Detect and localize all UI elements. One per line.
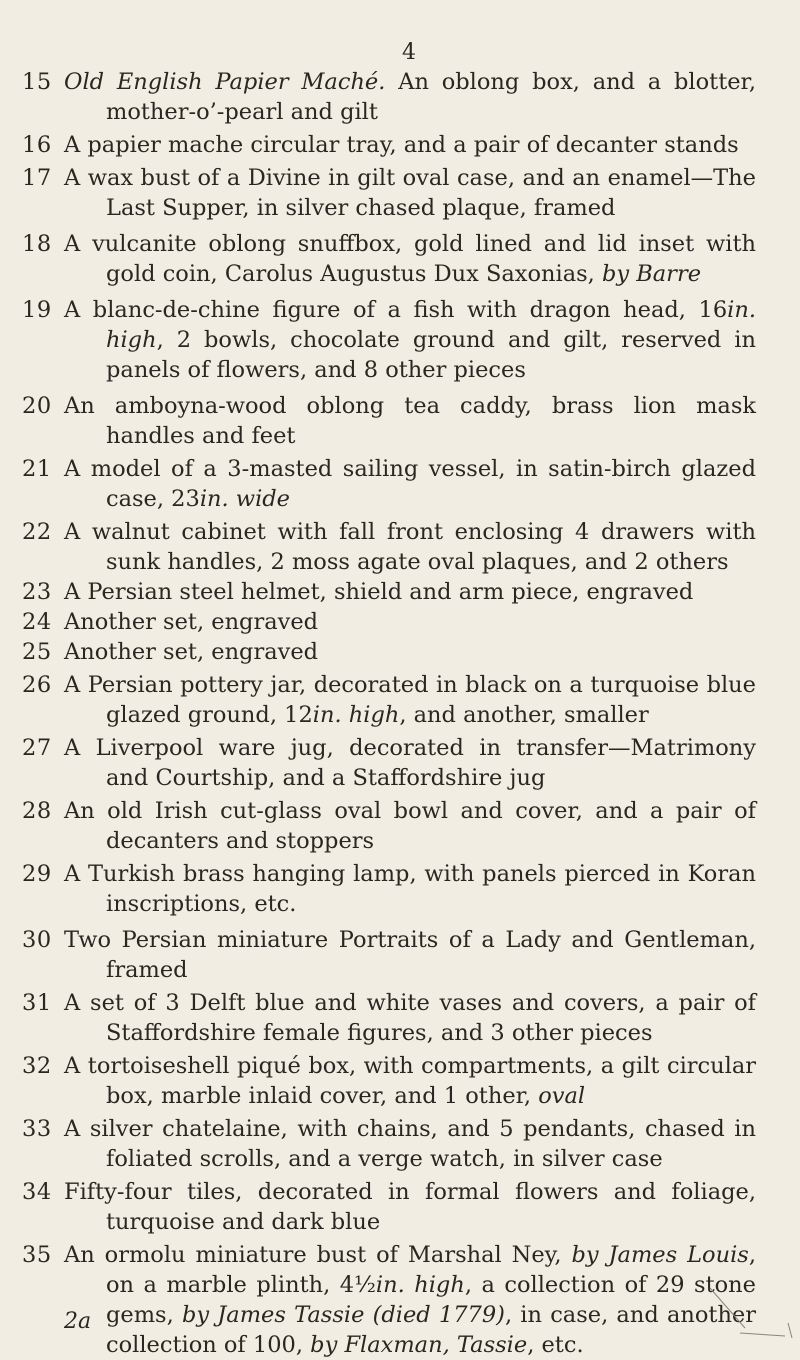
lot-list (0, 67, 800, 1360)
lot-item (0, 454, 800, 514)
lot-description-text: Two Persian miniature Portraits of a Lady and Gentleman, framed (64, 927, 756, 983)
lot-description (64, 859, 756, 919)
lot-number: 25 (22, 639, 52, 665)
lot-number: 16 (22, 132, 52, 158)
lot-item (0, 391, 800, 451)
lot-item (0, 637, 800, 667)
lot-description (64, 295, 756, 385)
lot-item (0, 229, 800, 289)
lot-number: 32 (22, 1053, 52, 1079)
lot-number: 23 (22, 579, 52, 605)
lot-description-text: A silver chatelaine, with chains, and 5 pendants, chased in foliated scrolls, and a verge watch, in silver case (64, 1116, 756, 1172)
lot-item (0, 1177, 800, 1237)
lot-description (64, 229, 756, 289)
lot-description-text: , in case, and another collection of 100, (106, 1302, 757, 1358)
lot-description-text: A Turkish brass hanging lamp, with panels pierced in Koran inscriptions, etc. (64, 861, 756, 917)
lot-number: 22 (22, 519, 52, 545)
lot-description-italic: in. high (375, 1272, 465, 1298)
lot-description-italic: in. high (312, 702, 400, 728)
lot-description-text: An amboyna-wood oblong tea caddy, brass lion mask handles and feet (64, 393, 756, 449)
lot-description-text: , and another, smaller (399, 702, 649, 728)
lot-description (64, 988, 756, 1048)
lot-item (0, 517, 800, 577)
lot-number: 24 (22, 609, 52, 635)
lot-description (64, 517, 756, 577)
lot-description-text: A papier mache circular tray, and a pair of decanter stands (64, 132, 739, 158)
lot-description-text: Fifty-four tiles, decorated in formal flowers and foliage, turquoise and dark blue (64, 1179, 756, 1235)
lot-description-text: Another set, engraved (64, 639, 319, 665)
lot-number: 29 (22, 861, 52, 887)
lot-number: 31 (22, 990, 52, 1016)
lot-number: 26 (22, 672, 52, 698)
lot-number: 35 (22, 1242, 52, 1268)
lot-description-text: A vulcanite oblong snuffbox, gold lined and lid inset with gold coin, Carolus Augustus Dux Saxonias, (64, 231, 756, 287)
lot-number: 21 (22, 456, 52, 482)
lot-item (0, 925, 800, 985)
lot-description-text: A Persian steel helmet, shield and arm piece, engraved (64, 579, 694, 605)
lot-description-italic: oval (538, 1083, 586, 1109)
lot-description-italic: by James Louis (571, 1242, 749, 1268)
lot-item (0, 1240, 800, 1360)
lot-number: 19 (22, 297, 52, 323)
lot-description-italic: in. high (106, 297, 756, 353)
lot-item (0, 1114, 800, 1174)
lot-description (64, 454, 756, 514)
lot-description (64, 130, 756, 160)
lot-description (64, 1177, 756, 1237)
lot-description (64, 796, 756, 856)
lot-description (64, 1114, 756, 1174)
lot-description-text: , 2 bowls, chocolate ground and gilt, reserved in panels of flowers, and 8 other pieces (106, 327, 756, 383)
lot-description-text: A tortoiseshell piqué box, with compartments, a gilt circular box, marble inlaid cover, and 1 other, (64, 1053, 756, 1109)
lot-item (0, 295, 800, 385)
lot-description (64, 670, 756, 730)
lot-number: 28 (22, 798, 52, 824)
lot-number: 27 (22, 735, 52, 761)
lot-description-text: A model of a 3-masted sailing vessel, in satin-birch glazed case, 23 (64, 456, 756, 512)
lot-description (64, 163, 756, 223)
lot-description-italic: in. wide (199, 486, 290, 512)
lot-description-text: , a collection of 29 stone gems, (106, 1272, 756, 1328)
lot-description-text: An oblong box, and a blotter, mother-o’-pearl and gilt (106, 69, 756, 125)
lot-item (0, 796, 800, 856)
lot-description-text: , etc. (527, 1332, 584, 1358)
lot-description (64, 1051, 756, 1111)
lot-description-italic: Old English Papier Maché. (64, 69, 386, 95)
lot-item (0, 607, 800, 637)
lot-description-text: An old Irish cut-glass oval bowl and cover, and a pair of decanters and stoppers (64, 798, 756, 854)
lot-item (0, 988, 800, 1048)
lot-item (0, 859, 800, 919)
lot-number: 34 (22, 1179, 52, 1205)
lot-description-text: A set of 3 Delft blue and white vases and covers, a pair of Staffordshire female figures, and 3 other pieces (64, 990, 756, 1046)
lot-description-italic: by Flaxman, Tassie (310, 1332, 528, 1358)
lot-item (0, 130, 800, 160)
lot-number: 15 (22, 69, 52, 95)
lot-description-text: A wax bust of a Divine in gilt oval case, and an enamel—The Last Supper, in silver chased plaque, framed (64, 165, 756, 221)
lot-description-text: , on a marble plinth, 4½ (106, 1242, 756, 1298)
lot-description (64, 733, 756, 793)
lot-description (64, 577, 756, 607)
lot-item (0, 670, 800, 730)
lot-number: 30 (22, 927, 52, 953)
lot-item (0, 577, 800, 607)
lot-description (64, 1240, 756, 1360)
lot-number: 33 (22, 1116, 52, 1142)
lot-description-text: A blanc-de-chine figure of a fish with dragon head, 16 (64, 297, 728, 323)
lot-item (0, 1051, 800, 1111)
lot-number: 17 (22, 165, 52, 191)
lot-description-text: A Liverpool ware jug, decorated in transfer—Matrimony and Courtship, and a Staffordshire jug (64, 735, 756, 791)
page-number: 4 (402, 40, 416, 65)
lot-item (0, 163, 800, 223)
lot-description (64, 607, 756, 637)
lot-description (64, 925, 756, 985)
lot-description-text: A Persian pottery jar, decorated in black on a turquoise blue glazed ground, 12 (64, 672, 756, 728)
lot-item (0, 733, 800, 793)
lot-description-text: A walnut cabinet with fall front enclosing 4 drawers with sunk handles, 2 moss agate oval plaques, and 2 others (64, 519, 756, 575)
lot-item (0, 67, 800, 127)
lot-number: 20 (22, 393, 52, 419)
paper-scratch-mark (690, 1228, 800, 1338)
lot-description (64, 637, 756, 667)
lot-description-text: Another set, engraved (64, 609, 319, 635)
signature-mark: 2a (64, 1309, 92, 1334)
lot-number: 18 (22, 231, 52, 257)
lot-description (64, 67, 756, 127)
lot-description (64, 391, 756, 451)
lot-description-text: An ormolu miniature bust of Marshal Ney, (64, 1242, 572, 1268)
lot-description-italic: by James Tassie (died 1779) (181, 1302, 505, 1328)
lot-description-italic: by Barre (601, 261, 702, 287)
